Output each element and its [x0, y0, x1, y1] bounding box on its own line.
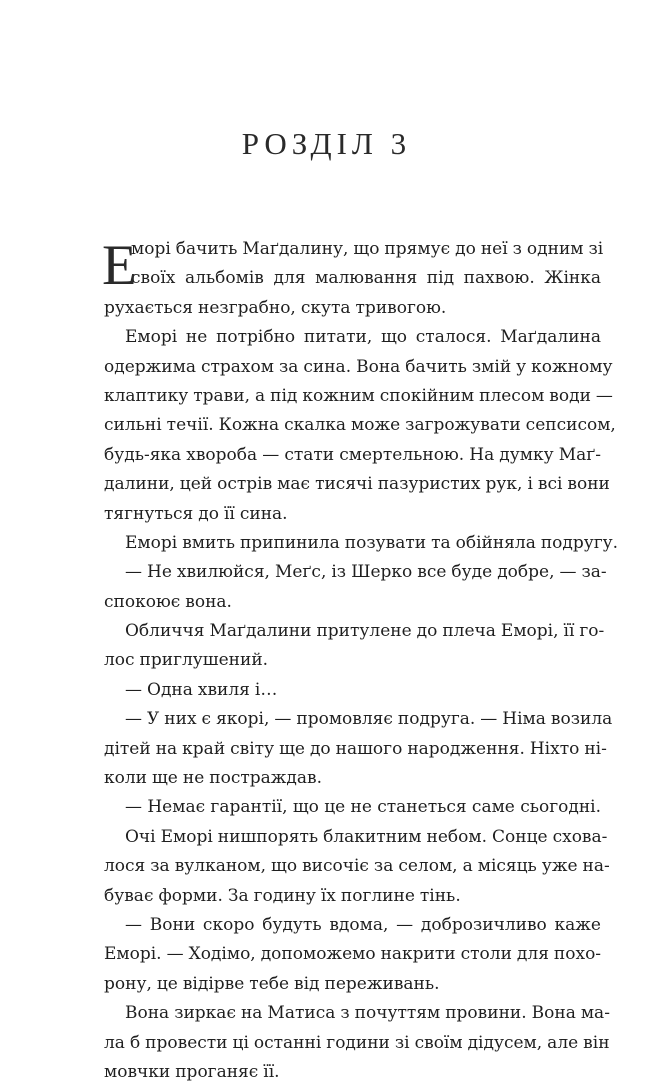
drop-cap: Е: [102, 234, 137, 297]
text-line: морі бачить Маґдалину, що прямує до неї з одним зі: [131, 239, 604, 259]
chapter-title: РОЗДІЛ 3: [241, 126, 412, 161]
text-line: дітей на край світу ще до нашого народження. Ніхто ні-: [104, 738, 607, 759]
chapter-body: [102, 234, 619, 1087]
text-line: одержима страхом за сина. Вона бачить змій у кожному: [104, 356, 613, 377]
text-line: Очі Еморі нишпорять блакитним небом. Сонце схова-: [125, 826, 608, 847]
text-line: — У них є якорі, — промовляє подруга. — Німа возила: [125, 709, 613, 730]
text-line: рону, це відірве тебе від переживань.: [104, 973, 440, 994]
text-line: сильні течії. Кожна скалка може загрожувати сепсисом,: [104, 415, 616, 436]
text-line: мовчки проганяє її.: [104, 1061, 280, 1082]
text-line: будь-яка хвороба — стати смертельною. На думку Маґ-: [104, 444, 601, 465]
text-line: — Одна хвиля і…: [125, 679, 278, 700]
text-line: лося за вулканом, що височіє за селом, а місяць уже на-: [104, 856, 610, 877]
text-line: своїх альбомів для малювання під пахвою. Жінка: [131, 268, 601, 289]
text-line: — Немає гарантії, що це не станеться саме сьогодні.: [125, 797, 601, 818]
text-line: клаптику трави, а під кожним спокійним плесом води —: [104, 385, 613, 406]
text-line: ла б провести ці останні години зі своїм дідусем, але він: [104, 1032, 610, 1053]
text-line: — Не хвилюйся, Меґс, із Шерко все буде добре, — за-: [125, 562, 607, 583]
text-line: Обличчя Маґдалини притулене до плеча Еморі, її го-: [125, 621, 605, 642]
text-line: рухається незграбно, скута тривогою.: [104, 297, 447, 318]
text-line: буває форми. За годину їх поглине тінь.: [104, 885, 461, 906]
text-line: лос приглушений.: [104, 650, 269, 671]
text-line: тягнуться до її сина.: [104, 503, 288, 524]
text-line: — Вони скоро будуть вдома, — доброзичливо каже: [125, 914, 601, 935]
text-line: Еморі не потрібно питати, що сталося. Маґдалина: [125, 327, 601, 348]
text-line: далини, цей острів має тисячі пазуристих рук, і всі вони: [104, 474, 610, 495]
text-line: Еморі. — Ходімо, допоможемо накрити столи для похо-: [104, 944, 602, 965]
text-line: коли ще не постраждав.: [104, 768, 322, 789]
text-line: Вона зиркає на Матиса з почуттям провини. Вона ма-: [125, 1003, 610, 1024]
text-line: спокоює вона.: [104, 591, 232, 612]
text-line: Еморі вмить припинила позувати та обійняла подругу.: [125, 532, 619, 553]
